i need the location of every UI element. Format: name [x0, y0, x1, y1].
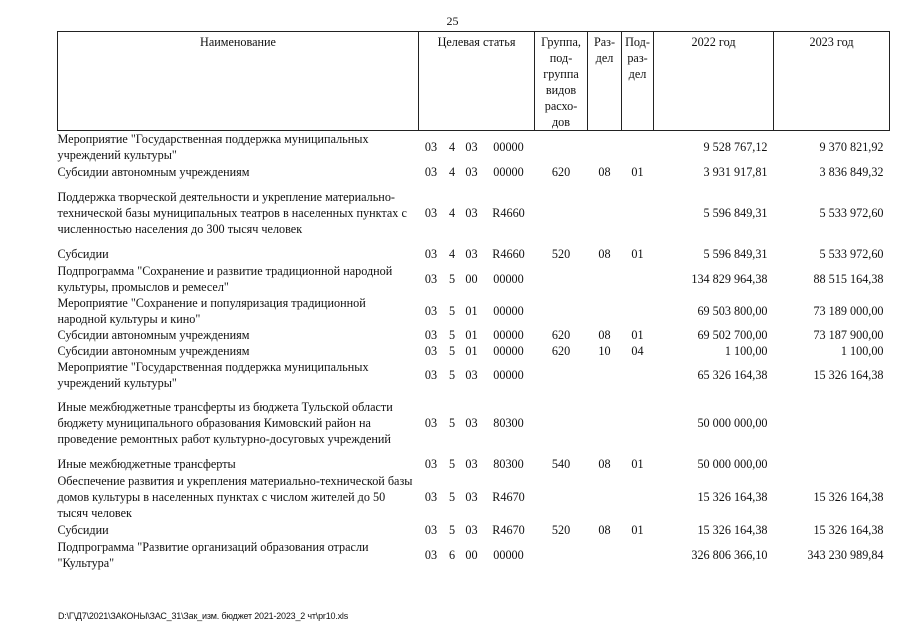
row-name: Иные межбюджетные трансферты	[57, 457, 236, 471]
target-subprogram: 5	[448, 328, 456, 342]
subsection-code: 01	[631, 165, 644, 179]
amount-2023: 88 515 164,38	[813, 272, 884, 286]
target-subprogram: 4	[448, 140, 456, 154]
target-program: 03	[424, 490, 438, 504]
amount-2022: 5 596 849,31	[703, 206, 768, 220]
target-program: 03	[424, 165, 438, 179]
amount-2023	[774, 455, 890, 473]
amount-2023: 343 230 989,84	[807, 548, 884, 562]
subsection-code	[622, 391, 654, 455]
target-direction: 00000	[493, 328, 524, 342]
target-event: 03	[465, 457, 478, 471]
header-year-2023: 2023 год	[774, 32, 890, 131]
table-row	[58, 163, 890, 181]
target-program: 03	[424, 140, 438, 154]
target-direction: 80300	[493, 457, 524, 471]
target-subprogram: 5	[448, 457, 456, 471]
target-subprogram: 5	[448, 344, 456, 358]
table-row	[58, 359, 890, 391]
section-code	[588, 539, 622, 571]
table-row	[58, 245, 890, 263]
target-event: 03	[465, 247, 478, 261]
amount-2022: 3 931 917,81	[703, 165, 768, 179]
subsection-code	[622, 263, 654, 295]
expense-group	[535, 473, 588, 521]
table-row	[58, 473, 890, 521]
expense-group	[535, 295, 588, 327]
target-program: 03	[424, 523, 438, 537]
target-event: 03	[465, 368, 478, 382]
table-row	[58, 131, 890, 164]
row-name: Иные межбюджетные трансферты из бюджета Тульской области бюджету муниципального образования Кимовский район на проведение ремонтных работ культурно-досуговых учреждений	[57, 400, 393, 446]
subsection-code	[622, 539, 654, 571]
amount-2023: 15 326 164,38	[813, 523, 884, 537]
expense-group	[535, 359, 588, 391]
amount-2023: 1 100,00	[840, 344, 884, 358]
row-name: Подпрограмма "Сохранение и развитие традиционной народной культуры, промыслов и ремесел"	[57, 264, 393, 294]
target-program: 03	[424, 457, 438, 471]
section-code	[588, 263, 622, 295]
target-event: 03	[465, 416, 478, 430]
target-subprogram: 5	[448, 368, 456, 382]
section-code	[588, 295, 622, 327]
expense-group	[535, 263, 588, 295]
target-subprogram: 5	[448, 272, 456, 286]
amount-2022: 50 000 000,00	[697, 457, 768, 471]
amount-2023: 73 187 900,00	[813, 328, 884, 342]
target-direction: 80300	[493, 416, 524, 430]
amount-2023: 5 533 972,60	[819, 247, 884, 261]
section-code: 08	[598, 247, 611, 261]
amount-2023	[774, 391, 890, 455]
file-path-footer: D:\Г\Д7\2021\ЗАКОНЫ\ЗАС_31\Зак_изм. бюджет 2021-2023_2 чт\pr10.xls	[58, 611, 349, 621]
row-name: Мероприятие "Государственная поддержка муниципальных учреждений культуры"	[57, 360, 369, 390]
header-section: Раз-дел	[588, 32, 622, 131]
page-number: 25	[446, 14, 459, 28]
target-direction: 00000	[493, 272, 524, 286]
amount-2022: 134 829 964,38	[691, 272, 768, 286]
subsection-code: 01	[631, 328, 644, 342]
target-event: 03	[465, 140, 478, 154]
target-direction: 00000	[493, 165, 524, 179]
expense-group: 620	[551, 165, 571, 179]
amount-2022: 69 502 700,00	[697, 328, 768, 342]
target-direction: R4660	[492, 247, 525, 261]
row-name: Субсидии	[57, 247, 109, 261]
target-subprogram: 5	[448, 523, 456, 537]
target-event: 01	[465, 304, 478, 318]
header-target-article: Целевая статья	[419, 32, 535, 131]
section-code: 08	[598, 457, 611, 471]
section-code	[588, 131, 622, 164]
subsection-code	[622, 359, 654, 391]
subsection-code: 04	[631, 344, 644, 358]
amount-2022: 65 326 164,38	[697, 368, 768, 382]
amount-2022: 9 528 767,12	[703, 140, 768, 154]
table-row	[58, 343, 890, 359]
target-event: 03	[465, 523, 478, 537]
target-subprogram: 4	[448, 165, 456, 179]
expense-group: 540	[551, 457, 571, 471]
table-row	[58, 391, 890, 455]
row-name: Мероприятие "Государственная поддержка муниципальных учреждений культуры"	[57, 132, 369, 162]
table-row	[58, 455, 890, 473]
table-row	[58, 295, 890, 327]
target-program: 03	[424, 206, 438, 220]
table-body	[58, 131, 890, 572]
row-name: Субсидии автономным учреждениям	[57, 165, 250, 179]
table-row	[58, 181, 890, 245]
header-name: Наименование	[58, 32, 419, 131]
row-name: Субсидии автономным учреждениям	[57, 344, 250, 358]
target-event: 00	[465, 272, 478, 286]
target-subprogram: 5	[448, 490, 456, 504]
section-code	[588, 181, 622, 245]
row-name: Субсидии автономным учреждениям	[57, 328, 250, 342]
table-row	[58, 327, 890, 343]
target-event: 03	[465, 165, 478, 179]
amount-2022: 5 596 849,31	[703, 247, 768, 261]
amount-2022: 15 326 164,38	[697, 490, 768, 504]
target-subprogram: 5	[448, 304, 456, 318]
target-program: 03	[424, 328, 438, 342]
target-event: 01	[465, 344, 478, 358]
amount-2022: 1 100,00	[724, 344, 768, 358]
budget-table	[57, 31, 890, 571]
target-direction: R4670	[492, 490, 525, 504]
section-code: 10	[598, 344, 611, 358]
row-name: Обеспечение развития и укрепления материально-технической базы домов культуры в населенных пунктах с числом жителей до 50 тысяч человек	[57, 474, 413, 520]
target-program: 03	[424, 247, 438, 261]
header-subsection: Под-раз-дел	[622, 32, 654, 131]
target-event: 01	[465, 328, 478, 342]
amount-2023: 3 836 849,32	[819, 165, 884, 179]
row-name: Подпрограмма "Развитие организаций образования отрасли "Культура"	[57, 540, 369, 570]
table-header	[58, 32, 890, 131]
amount-2022: 326 806 366,10	[691, 548, 768, 562]
amount-2023: 15 326 164,38	[813, 368, 884, 382]
target-event: 03	[465, 206, 478, 220]
target-subprogram: 4	[448, 206, 456, 220]
row-name: Субсидии	[57, 523, 109, 537]
target-direction: 00000	[493, 140, 524, 154]
target-direction: 00000	[493, 548, 524, 562]
target-event: 03	[465, 490, 478, 504]
section-code: 08	[598, 523, 611, 537]
target-direction: R4660	[492, 206, 525, 220]
amount-2022: 50 000 000,00	[697, 416, 768, 430]
expense-group: 620	[551, 344, 571, 358]
target-program: 03	[424, 416, 438, 430]
row-name: Поддержка творческой деятельности и укрепление материально-технической базы муниципальных театров в населенных пунктах с численностью населения до 300 тысяч человек	[57, 190, 407, 236]
section-code	[588, 359, 622, 391]
section-code	[588, 391, 622, 455]
target-direction: 00000	[493, 304, 524, 318]
amount-2023: 9 370 821,92	[819, 140, 884, 154]
target-event: 00	[465, 548, 478, 562]
target-program: 03	[424, 548, 438, 562]
target-subprogram: 4	[448, 247, 456, 261]
subsection-code: 01	[631, 523, 644, 537]
table-row	[58, 539, 890, 571]
expense-group	[535, 391, 588, 455]
target-program: 03	[424, 304, 438, 318]
target-direction: 00000	[493, 368, 524, 382]
amount-2023: 15 326 164,38	[813, 490, 884, 504]
expense-group: 620	[551, 328, 571, 342]
section-code: 08	[598, 165, 611, 179]
subsection-code	[622, 473, 654, 521]
subsection-code	[622, 131, 654, 164]
amount-2022: 69 503 800,00	[697, 304, 768, 318]
header-year-2022: 2022 год	[654, 32, 774, 131]
section-code: 08	[598, 328, 611, 342]
subsection-code	[622, 181, 654, 245]
row-name: Мероприятие "Сохранение и популяризация традиционной народной культуры и кино"	[57, 296, 366, 326]
table-row	[58, 263, 890, 295]
amount-2023: 73 189 000,00	[813, 304, 884, 318]
subsection-code: 01	[631, 457, 644, 471]
target-program: 03	[424, 272, 438, 286]
expense-group	[535, 131, 588, 164]
amount-2022: 15 326 164,38	[697, 523, 768, 537]
target-direction: 00000	[493, 344, 524, 358]
expense-group	[535, 181, 588, 245]
subsection-code	[622, 295, 654, 327]
target-program: 03	[424, 344, 438, 358]
expense-group	[535, 539, 588, 571]
expense-group: 520	[551, 247, 571, 261]
target-subprogram: 6	[448, 548, 456, 562]
subsection-code: 01	[631, 247, 644, 261]
header-expense-group: Группа, под-группа видов расхо-дов	[535, 32, 588, 131]
target-subprogram: 5	[448, 416, 456, 430]
amount-2023: 5 533 972,60	[819, 206, 884, 220]
target-program: 03	[424, 368, 438, 382]
section-code	[588, 473, 622, 521]
table-row	[58, 521, 890, 539]
expense-group: 520	[551, 523, 571, 537]
target-direction: R4670	[492, 523, 525, 537]
